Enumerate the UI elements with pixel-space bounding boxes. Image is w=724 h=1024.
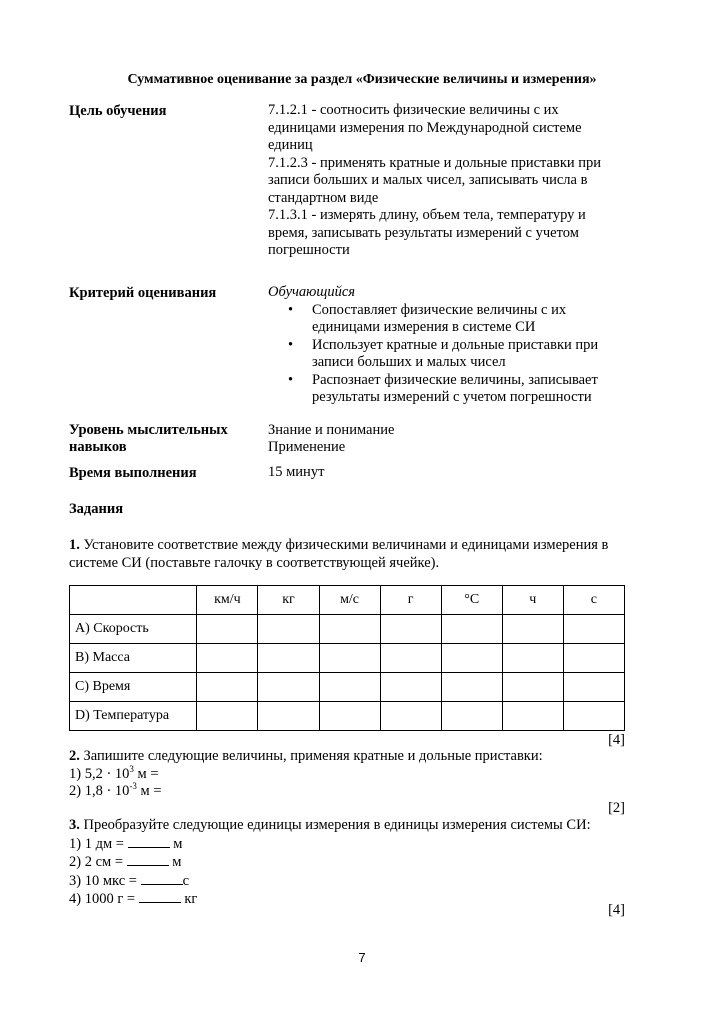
answer-cell[interactable]: [319, 615, 380, 644]
answer-cell[interactable]: [319, 644, 380, 673]
answer-cell[interactable]: [197, 673, 258, 702]
answer-cell[interactable]: [563, 673, 624, 702]
list-item: 1) $5,2 \cdot 10^3$ м =: [69, 763, 159, 782]
answer-cell[interactable]: [258, 673, 319, 702]
task-2-marks: [2]: [608, 800, 625, 816]
goal-line: 7.1.2.3 - применять кратные и дольные приставки при: [268, 154, 602, 171]
answer-cell[interactable]: [502, 702, 563, 731]
task-1-text-2: системе СИ (поставьте галочку в соответствующей ячейке).: [69, 554, 440, 571]
answer-cell[interactable]: [502, 644, 563, 673]
answer-cell[interactable]: [258, 644, 319, 673]
time-value: 15 минут: [268, 464, 325, 480]
thinking-label-line: Уровень мыслительных: [69, 422, 228, 438]
table-header-cell: г: [380, 586, 441, 615]
answer-cell[interactable]: [563, 644, 624, 673]
answer-cell[interactable]: [441, 702, 502, 731]
task-number: 2.: [69, 748, 80, 764]
goal-line: 7.1.3.1 - измерять длину, объем тела, температуру и: [268, 207, 586, 223]
answer-cell[interactable]: [380, 615, 441, 644]
list-item: [268, 372, 624, 407]
criteria-intro: Обучающийся: [268, 284, 356, 300]
page-title: Суммативное оценивание за раздел «Физические величины и измерения»: [127, 72, 597, 87]
thinking-value: Применение: [268, 439, 346, 455]
answer-blank[interactable]: [127, 853, 169, 866]
answer-cell[interactable]: [563, 615, 624, 644]
task-1: [69, 537, 625, 572]
criteria-line: записи больших и малых чисел: [312, 354, 506, 370]
bullet-icon: •: [288, 336, 294, 353]
table-header-cell: ч: [502, 586, 563, 615]
answer-cell[interactable]: [441, 644, 502, 673]
criteria-line: единицами измерения в системе СИ: [312, 319, 536, 335]
goal-line: записи больших и малых чисел, записывать числа в: [268, 172, 588, 188]
list-item: 4) 1000 г = кг: [69, 891, 198, 907]
task-number: 1.: [69, 537, 80, 553]
criteria-line: результаты измерений с учетом погрешности: [312, 389, 592, 405]
table-row-label: D) Температура: [70, 702, 197, 731]
answer-cell[interactable]: [380, 673, 441, 702]
answer-blank[interactable]: [141, 872, 183, 885]
goal-line: время, записывать результаты измерений с учетом: [268, 224, 579, 241]
criteria-list: [268, 302, 624, 407]
bullet-icon: •: [288, 371, 294, 388]
goal-line: погрешности: [268, 242, 350, 258]
table-header-row: [70, 586, 625, 615]
answer-cell[interactable]: [319, 673, 380, 702]
table-corner-cell: [70, 586, 197, 615]
table-row-label: В) Масса: [70, 644, 197, 673]
task-3-text: Преобразуйте следующие единицы измерения в единицы измерения системы СИ:: [83, 817, 591, 833]
table-header-cell: с: [563, 586, 624, 615]
task-number: 3.: [69, 817, 80, 833]
task-3: [69, 817, 625, 909]
answer-cell[interactable]: [441, 673, 502, 702]
list-item: 2) 2 см = м: [69, 854, 182, 870]
goal-line: стандартном виде: [268, 189, 379, 206]
answer-cell[interactable]: [197, 615, 258, 644]
answer-blank[interactable]: [139, 890, 181, 903]
answer-blank[interactable]: [128, 835, 170, 848]
goal-label: Цель обучения: [69, 103, 167, 119]
page-number: 7: [358, 950, 366, 965]
answer-cell[interactable]: [502, 673, 563, 702]
task-2-text: Запишите следующие величины, применяя кратные и дольные приставки:: [83, 748, 543, 764]
answer-cell[interactable]: [380, 702, 441, 731]
answer-cell[interactable]: [197, 644, 258, 673]
table-row-label: А) Скорость: [70, 615, 197, 644]
table-header-cell: кг: [258, 586, 319, 615]
table-row-label: С) Время: [70, 673, 197, 702]
table-row: [70, 702, 625, 731]
task-2: [69, 748, 625, 801]
task-1-marks: [4]: [608, 732, 625, 748]
goal-line: единицами измерения по Международной системе: [268, 119, 582, 136]
answer-cell[interactable]: [441, 615, 502, 644]
time-label: Время выполнения: [69, 465, 197, 481]
table-header-cell: °С: [441, 586, 502, 615]
thinking-value: Знание и понимание: [268, 422, 395, 438]
criteria-line: Сопоставляет физические величины с их: [312, 301, 567, 318]
matching-table: [69, 585, 625, 731]
list-item: 1) 1 дм = м: [69, 835, 183, 852]
list-item: 2) $1,8 \cdot 10^{-3}$ м =: [69, 781, 162, 799]
criteria-line: Использует кратные и дольные приставки при: [312, 336, 599, 353]
answer-cell[interactable]: [197, 702, 258, 731]
thinking-label-line: навыков: [69, 439, 127, 455]
goal-text: [268, 102, 624, 260]
thinking-values: [268, 422, 624, 456]
table-header-cell: м/с: [319, 586, 380, 615]
task-3-marks: [4]: [608, 902, 625, 918]
answer-cell[interactable]: [502, 615, 563, 644]
task-1-text: Установите соответствие между физическими величинами и единицами измерения в: [83, 537, 609, 553]
goal-line: 7.1.2.1 - соотносить физические величины с их: [268, 102, 559, 118]
answer-cell[interactable]: [258, 702, 319, 731]
answer-cell[interactable]: [319, 702, 380, 731]
criteria-line: Распознает физические величины, записывает: [312, 371, 598, 388]
table-row: [70, 673, 625, 702]
table-header-cell: км/ч: [197, 586, 258, 615]
tasks-heading: Задания: [69, 501, 124, 517]
answer-cell[interactable]: [380, 644, 441, 673]
table-row: [70, 615, 625, 644]
list-item: [268, 337, 624, 372]
list-item: [268, 302, 624, 337]
criteria-block: [268, 284, 624, 407]
answer-cell[interactable]: [258, 615, 319, 644]
answer-cell[interactable]: [563, 702, 624, 731]
list-item: 3) 10 мкс = с: [69, 872, 189, 889]
table-row: [70, 644, 625, 673]
criteria-label: Критерий оценивания: [69, 285, 217, 301]
thinking-label: [69, 422, 228, 456]
bullet-icon: •: [288, 301, 294, 318]
task-1-line: [69, 537, 625, 555]
goal-line: единиц: [268, 137, 313, 153]
